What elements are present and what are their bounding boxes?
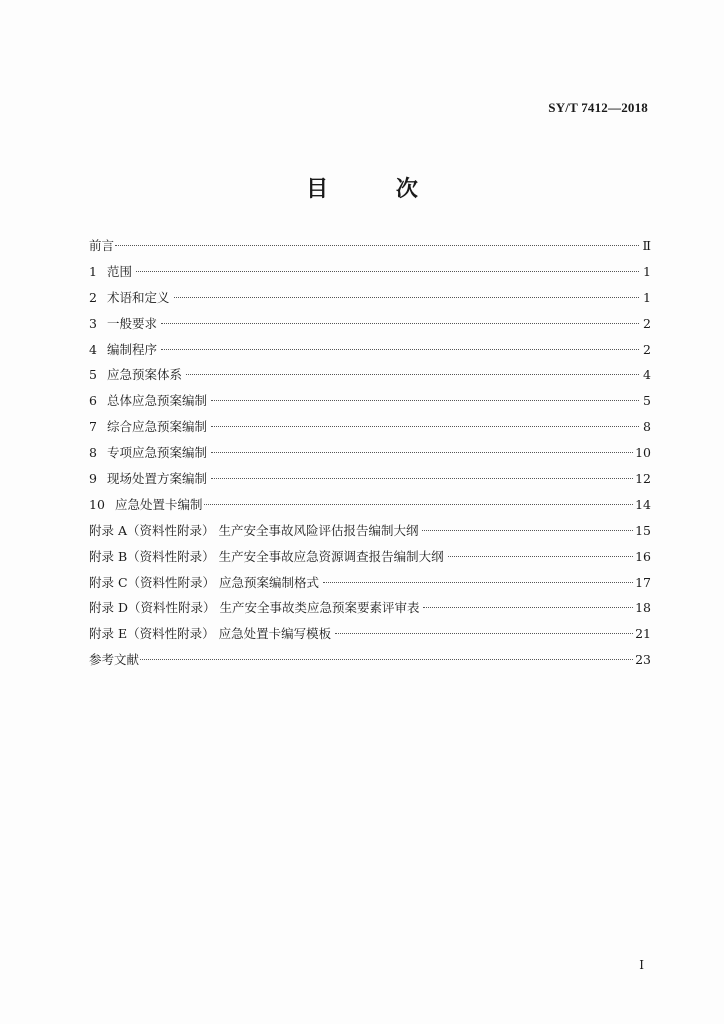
toc-entry-page: Ⅱ bbox=[642, 238, 651, 253]
toc-leader-dots bbox=[211, 451, 633, 453]
toc-entry-label: 一般要求 bbox=[107, 315, 158, 331]
toc-entry-label: 范围 bbox=[107, 263, 133, 279]
toc-entry-number: 6 bbox=[89, 393, 97, 409]
toc-entry-6[interactable] bbox=[89, 391, 651, 417]
toc-leader-dots bbox=[186, 373, 639, 375]
toc-entry-8[interactable] bbox=[89, 443, 651, 469]
toc-entry-appendix-c[interactable] bbox=[89, 573, 651, 599]
toc-leader-dots bbox=[335, 632, 633, 634]
toc-entry-label: 附录 B（资料性附录） 生产安全事故应急资源调查报告编制大纲 bbox=[89, 548, 444, 564]
toc-entry-label: 现场处置方案编制 bbox=[107, 471, 208, 487]
toc-entry-page: 21 bbox=[635, 626, 651, 642]
toc-leader-dots bbox=[174, 296, 639, 298]
toc-leader-dots bbox=[448, 555, 633, 557]
toc-leader-dots bbox=[161, 322, 639, 324]
toc-entry-page: 1 bbox=[643, 289, 651, 305]
toc-leader-dots bbox=[423, 606, 633, 608]
toc-entry-5[interactable] bbox=[89, 365, 651, 391]
toc-entry-number: 4 bbox=[89, 341, 97, 357]
toc-entry-4[interactable] bbox=[89, 340, 651, 366]
toc-entry-page: 14 bbox=[635, 496, 651, 512]
toc-leader-dots bbox=[211, 425, 639, 427]
toc-entry-label: 专项应急预案编制 bbox=[107, 445, 208, 461]
toc-entry-page: 15 bbox=[635, 522, 651, 538]
toc-entry-page: 2 bbox=[643, 341, 651, 357]
toc-leader-dots bbox=[211, 477, 633, 479]
toc-entry-page: 23 bbox=[635, 652, 651, 668]
toc-entry-page: 1 bbox=[643, 263, 651, 279]
toc-leader-dots bbox=[323, 581, 633, 583]
toc-entry-1[interactable] bbox=[89, 262, 651, 288]
toc-entry-page: 8 bbox=[643, 419, 651, 435]
toc-entry-page: 10 bbox=[635, 445, 651, 461]
toc-entry-2[interactable] bbox=[89, 288, 651, 314]
toc-entry-label: 附录 E（资料性附录） 应急处置卡编写模板 bbox=[89, 626, 332, 642]
toc-entry-label: 应急处置卡编制 bbox=[115, 496, 203, 512]
toc-leader-dots bbox=[136, 270, 639, 272]
toc-entry-number: 7 bbox=[89, 419, 97, 435]
toc-entry-page: 17 bbox=[635, 574, 651, 590]
toc-leader-dots bbox=[204, 503, 634, 505]
toc-entry-number: 9 bbox=[89, 471, 97, 487]
toc-title: 目 次 bbox=[306, 176, 448, 202]
toc-entry-3[interactable] bbox=[89, 314, 651, 340]
toc-entry-number: 5 bbox=[89, 367, 97, 383]
toc-entry-appendix-b[interactable] bbox=[89, 547, 651, 573]
toc-entry-appendix-e[interactable] bbox=[89, 624, 651, 650]
toc-entry-page: 4 bbox=[643, 367, 651, 383]
toc-leader-dots bbox=[115, 244, 639, 246]
toc-entry-label: 编制程序 bbox=[107, 341, 158, 357]
toc-entry-label: 附录 C（资料性附录） 应急预案编制格式 bbox=[89, 574, 320, 590]
toc-entry-label: 术语和定义 bbox=[107, 289, 170, 305]
toc-leader-dots bbox=[161, 348, 639, 350]
toc-entry-page: 12 bbox=[635, 471, 651, 487]
page-number: I bbox=[639, 958, 644, 972]
toc-entry-label: 附录 A（资料性附录） 生产安全事故风险评估报告编制大纲 bbox=[89, 522, 419, 538]
toc-entry-9[interactable] bbox=[89, 469, 651, 495]
toc-entry-number: 8 bbox=[89, 445, 97, 461]
toc-entry-number: 2 bbox=[89, 289, 97, 305]
standard-code: SY/T 7412—2018 bbox=[548, 100, 648, 115]
toc-entry-page: 2 bbox=[643, 315, 651, 331]
toc-entry-page: 16 bbox=[635, 548, 651, 564]
toc-entry-label: 前言 bbox=[89, 238, 115, 253]
toc-list bbox=[89, 236, 651, 676]
toc-entry-label: 总体应急预案编制 bbox=[107, 393, 208, 409]
toc-entry-label: 参考文献 bbox=[89, 652, 140, 668]
toc-entry-foreword[interactable] bbox=[89, 236, 651, 262]
toc-entry-label: 应急预案体系 bbox=[107, 367, 183, 383]
toc-entry-number: 3 bbox=[89, 315, 97, 331]
toc-entry-references[interactable] bbox=[89, 650, 651, 676]
toc-entry-number: 1 bbox=[89, 263, 97, 279]
toc-entry-label: 附录 D（资料性附录） 生产安全事故类应急预案要素评审表 bbox=[89, 600, 420, 616]
toc-entry-label: 综合应急预案编制 bbox=[107, 419, 208, 435]
toc-entry-7[interactable] bbox=[89, 417, 651, 443]
toc-entry-page: 18 bbox=[635, 600, 651, 616]
toc-entry-appendix-d[interactable] bbox=[89, 598, 651, 624]
toc-leader-dots bbox=[211, 399, 639, 401]
toc-leader-dots bbox=[422, 529, 633, 531]
toc-entry-appendix-a[interactable] bbox=[89, 521, 651, 547]
toc-leader-dots bbox=[140, 658, 633, 660]
toc-entry-number: 10 bbox=[89, 496, 105, 512]
toc-entry-page: 5 bbox=[643, 393, 651, 409]
toc-entry-10[interactable] bbox=[89, 495, 651, 521]
